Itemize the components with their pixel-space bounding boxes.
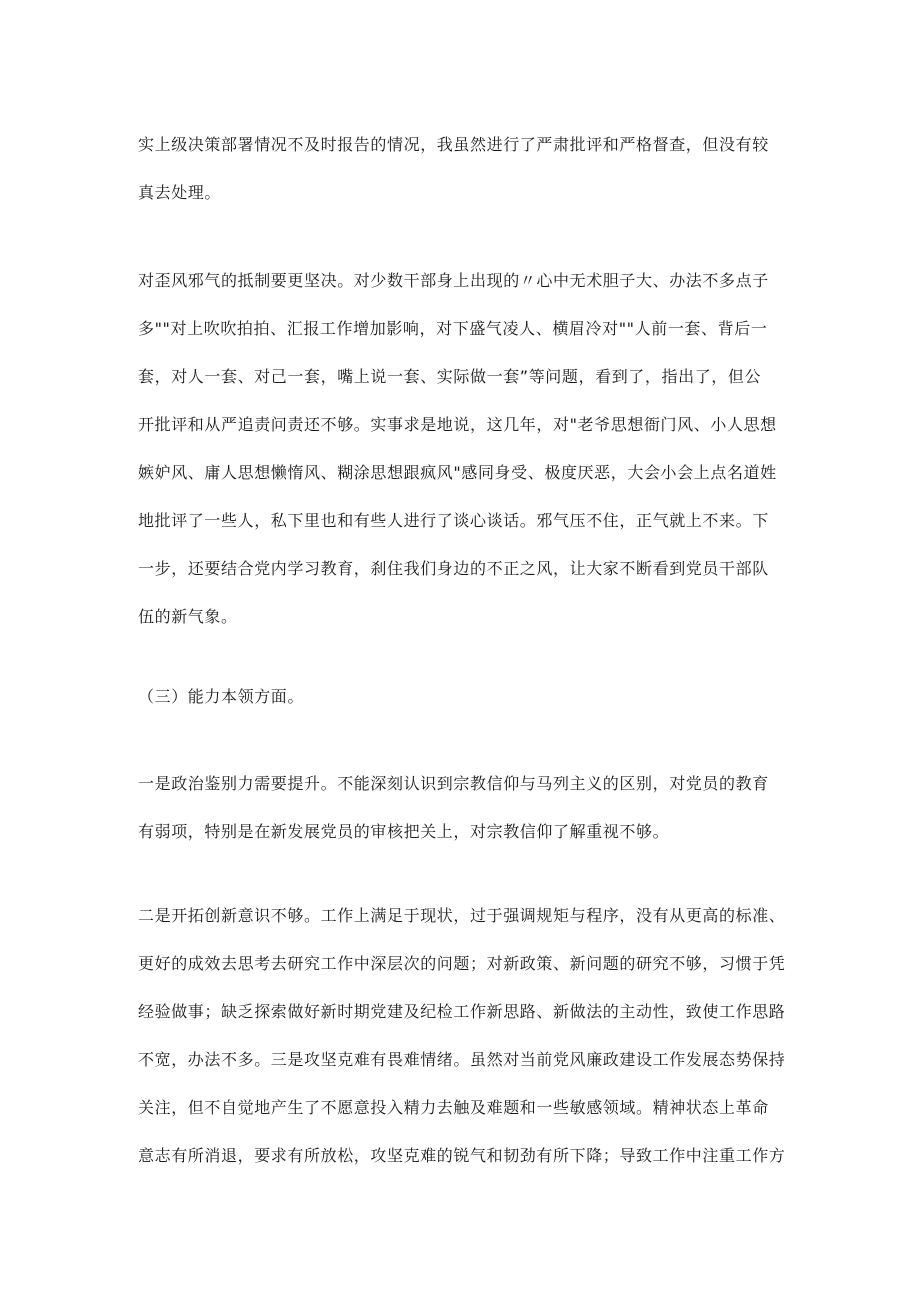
paragraph-innovation [138,892,798,1180]
text-line: 一是政治鉴别力需要提升。不能深刻认识到宗教信仰与马列主义的区别，对党员的教育 [138,774,769,793]
text-line: 真去处理。 [138,183,222,202]
paragraph-political-discernment [138,760,798,856]
text-line: 多""对上吹吹拍拍、汇报工作增加影响，对下盛气凌人、横眉冷对""人前一套、背后一 [138,319,768,338]
heading-line: （三）能力本领方面。 [138,687,305,706]
text-line: 开批评和从严追责问责还不够。实事求是地说，这几年，对"老爷思想衙门风、小人思想 [138,415,777,434]
text-line: 关注，但不自觉地产生了不愿意投入精力去触及难题和一些敏感领域。精神状态上革命 [138,1098,769,1117]
text-line: 地批评了一些人，私下里也和有些人进行了谈心谈话。邪气压不住，正气就上不来。下 [138,511,769,530]
text-line: 不宽，办法不多。三是攻坚克难有畏难情绪。虽然对当前党风廉政建设工作发展态势保持 [138,1050,786,1069]
text-line: 经验做事；缺乏探索做好新时期党建及纪检工作新思路、新做法的主动性，致使工作思路 [138,1002,786,1021]
text-line: 二是开拓创新意识不够。工作上满足于现状，过于强调规矩与程序，没有从更高的标准、 [138,906,786,925]
text-line: 伍的新气象。 [138,607,238,626]
paragraph-unhealthy-trends [138,257,798,641]
text-line: 更好的成效去思考去研究工作中深层次的问题；对新政策、新问题的研究不够，习惯于凭 [138,954,786,973]
paragraph-reporting [138,121,798,217]
section-heading-ability [138,673,798,721]
text-line: 对歪风邪气的抵制要更坚决。对少数干部身上出现的〃心中无术胆子大、办法不多点子 [138,271,769,290]
text-line: 一步，还要结合党内学习教育，刹住我们身边的不正之风，让大家不断看到党员干部队 [138,559,769,578]
text-line: 意志有所消退，要求有所放松，攻坚克难的锐气和韧劲有所下降；导致工作中注重工作方 [138,1146,786,1165]
text-line: 实上级决策部署情况不及时报告的情况，我虽然进行了严肃批评和严格督查，但没有较 [138,135,769,154]
text-line: 套，对人一套、对己一套，嘴上说一套、实际做一套”等问题，看到了，指出了，但公 [138,367,762,386]
text-line: 嫉妒风、庸人思想懒惰风、糊涂思想跟疯风"感同身受、极度厌恶，大会小会上点名道姓 [138,463,777,482]
text-line: 有弱项，特别是在新发展党员的审核把关上，对宗教信仰了解重视不够。 [138,822,670,841]
